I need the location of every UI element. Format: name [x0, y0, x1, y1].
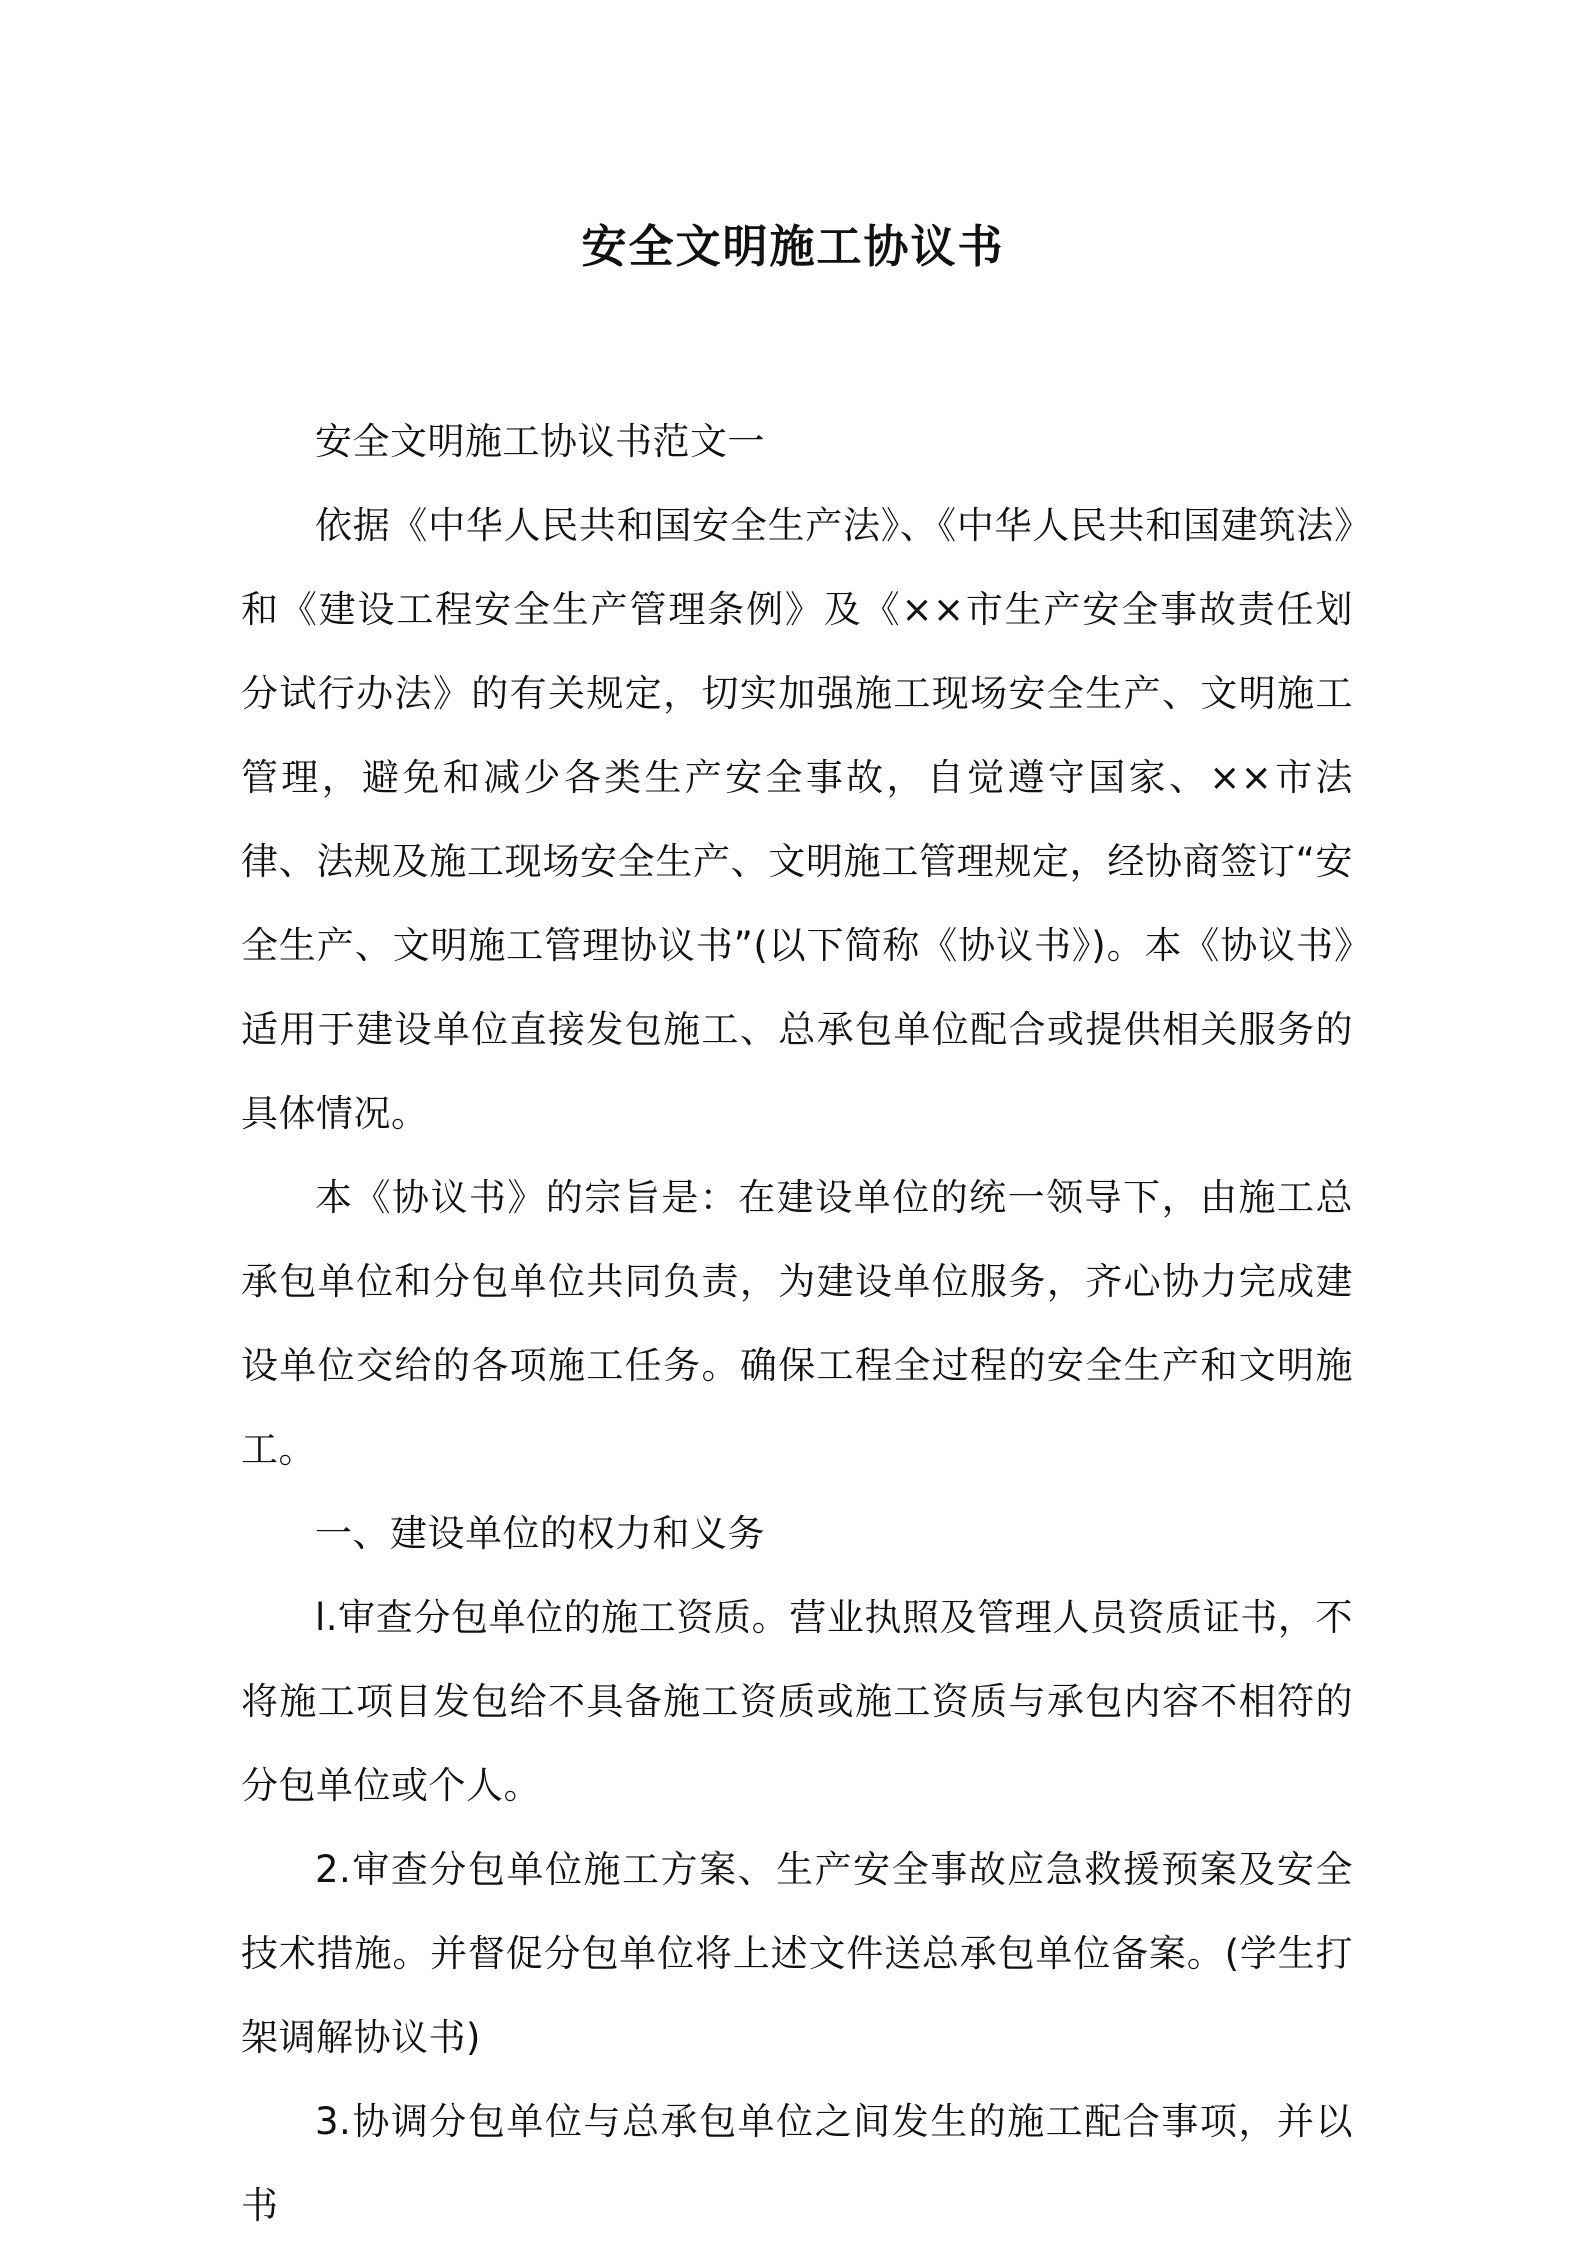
- paragraph-legal-basis: 依据《中华人民共和国安全生产法》、《中华人民共和国建筑法》和《建设工程安全生产管理条例》及《××市生产安全事故责任划分试行办法》的有关规定，切实加强施工现场安全生产、文明施工管理，避免和减少各类生产安全事故，自觉遵守国家、××市法律、法规及施工现场安全生产、文明施工管理规定，经协商签订“安全生产、文明施工管理协议书”(以下简称《协议书》)。本《协议书》适用于建设单位直接发包施工、总承包单位配合或提供相关服务的具体情况。: [241, 504, 1353, 1135]
- document-title: 安全文明施工协议书: [581, 220, 1005, 273]
- document-body: [241, 400, 1353, 2248]
- paragraph-item-1: l.审查分包单位的施工资质。营业执照及管理人员资质证书，不将施工项目发包给不具备施工资质或施工资质与承包内容不相符的分包单位或个人。: [241, 1596, 1353, 1807]
- section-heading-owner-rights: 一、建设单位的权力和义务: [315, 1512, 765, 1555]
- paragraph-subtitle: 安全文明施工协议书范文一: [315, 420, 765, 463]
- paragraph-item-2: 2.审查分包单位施工方案、生产安全事故应急救援预案及安全技术措施。并督促分包单位将上述文件送总承包单位备案。(学生打架调解协议书): [241, 1848, 1353, 2059]
- paragraph-purpose: 本《协议书》的宗旨是：在建设单位的统一领导下，由施工总承包单位和分包单位共同负责，为建设单位服务，齐心协力完成建设单位交给的各项施工任务。确保工程全过程的安全生产和文明施工。: [241, 1176, 1353, 1471]
- paragraph-item-3: 3.协调分包单位与总承包单位之间发生的施工配合事项，并以书: [241, 2100, 1353, 2227]
